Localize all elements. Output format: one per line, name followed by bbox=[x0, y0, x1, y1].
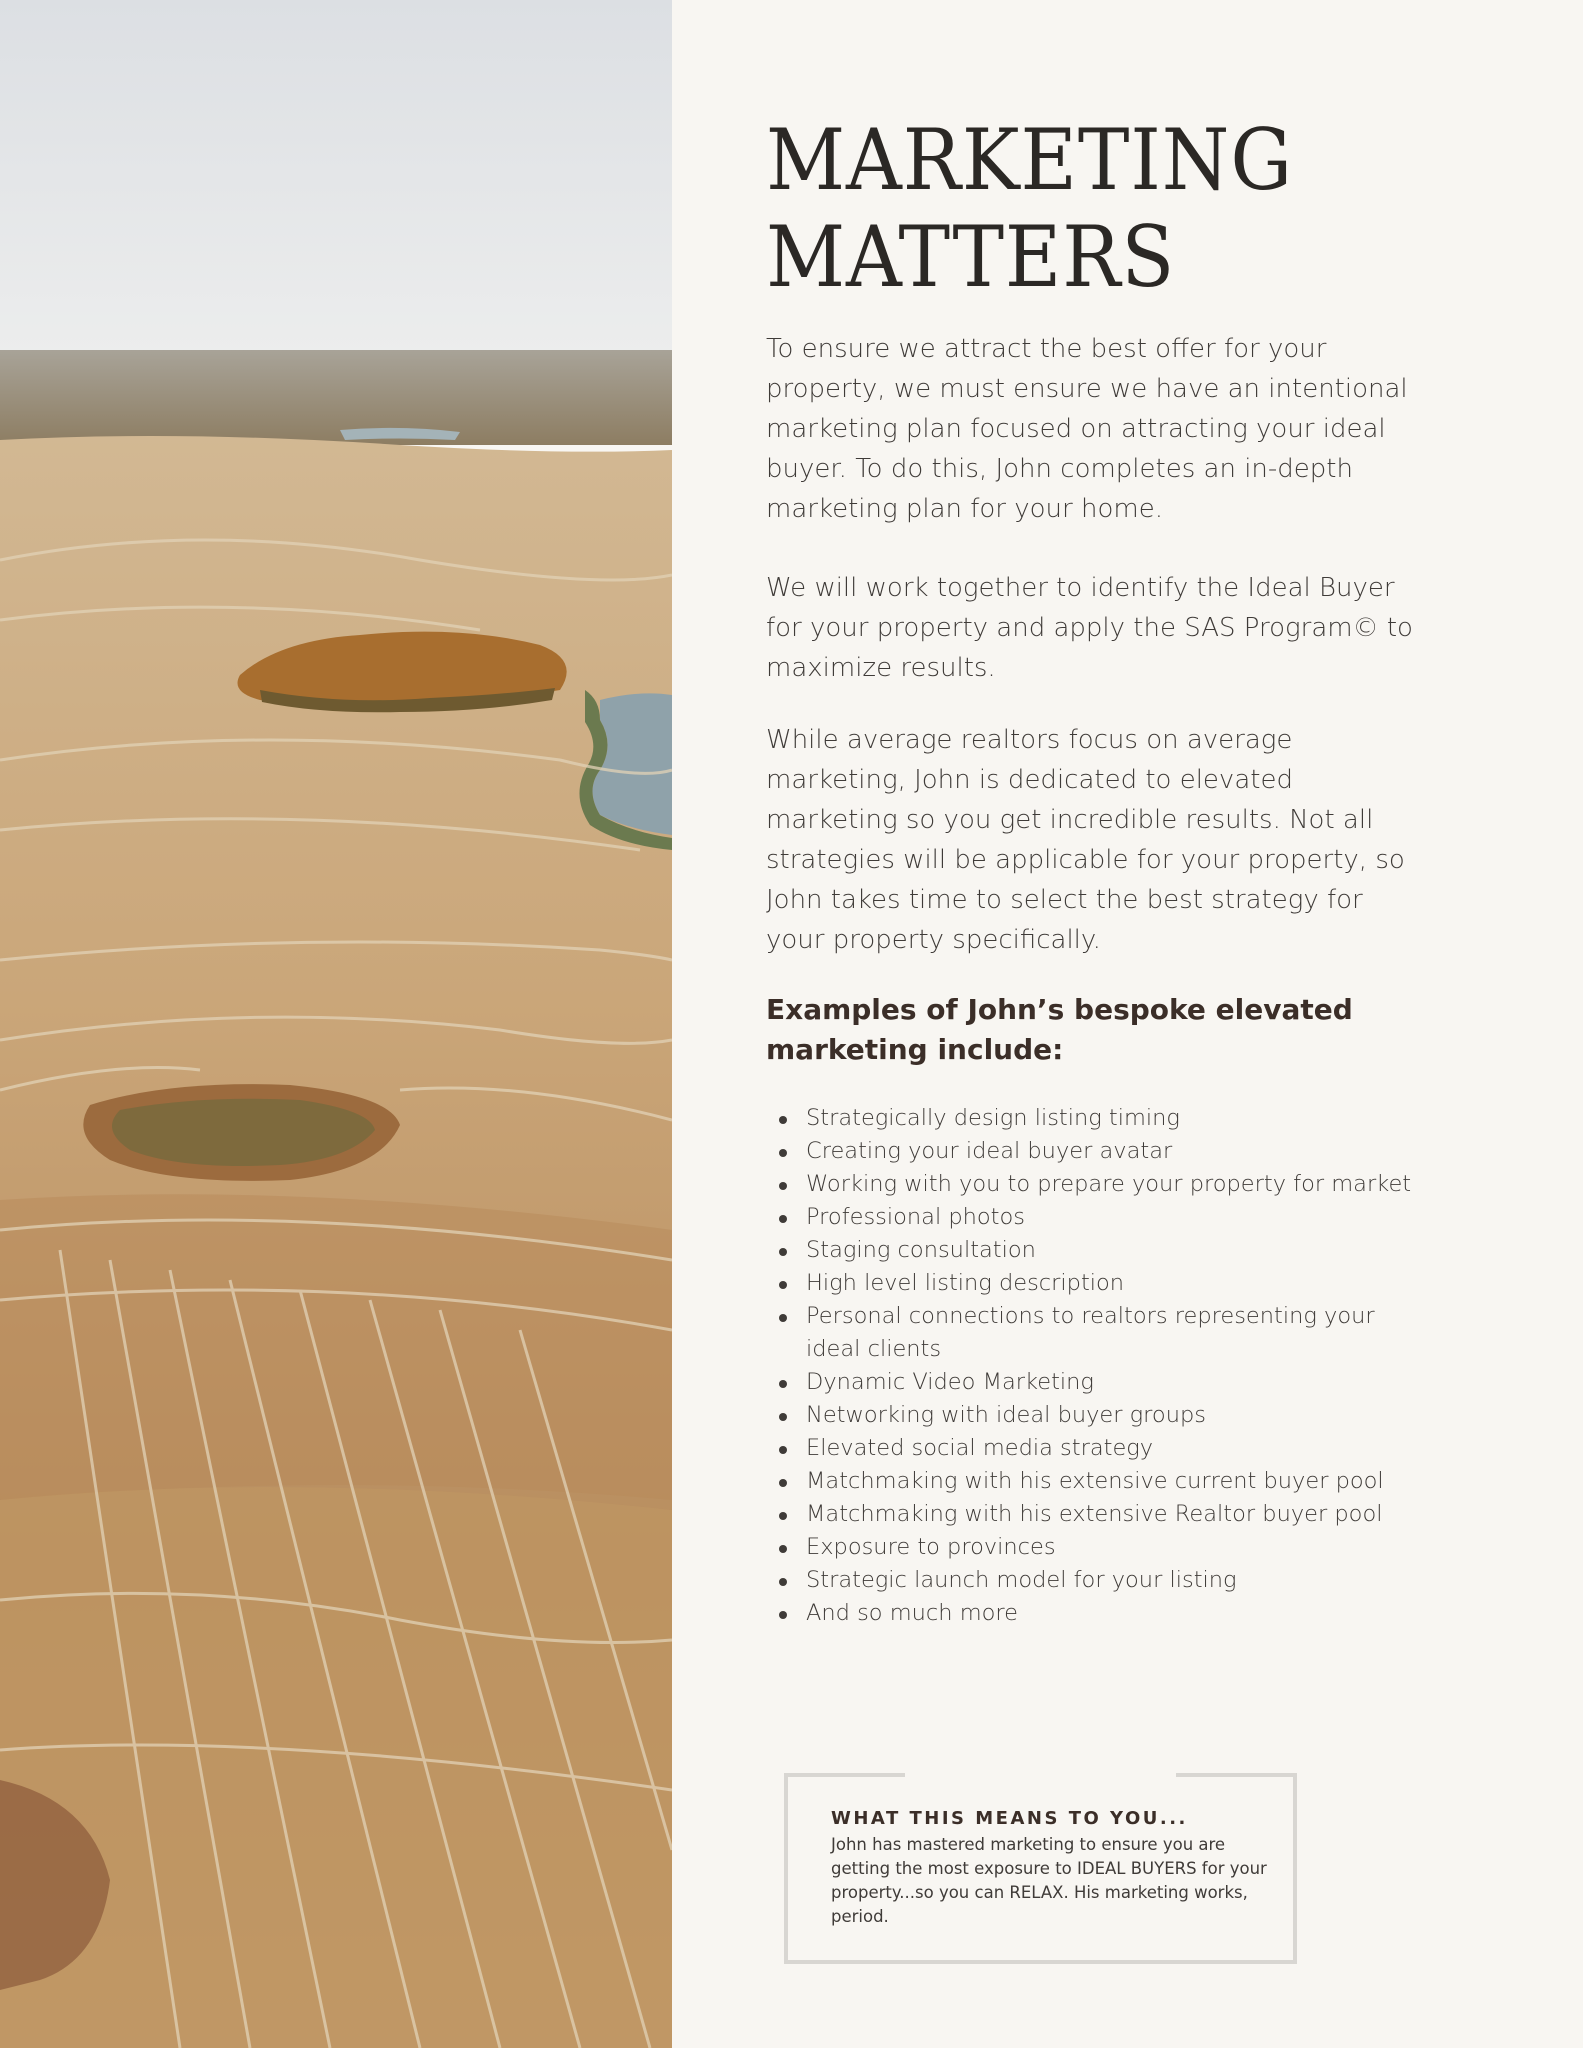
bullet-dot-icon bbox=[779, 1314, 787, 1322]
callout-title: WHAT THIS MEANS TO YOU... bbox=[831, 1808, 1188, 1829]
list-item-text: Dynamic Video Marketing bbox=[806, 1369, 1094, 1395]
field-shadow-band bbox=[0, 1194, 672, 1500]
list-item-text: Networking with ideal buyer groups bbox=[806, 1402, 1206, 1428]
list-item bbox=[766, 1201, 1426, 1234]
bullet-dot-icon bbox=[779, 1116, 787, 1124]
aerial-field-photo bbox=[0, 0, 672, 2048]
list-item bbox=[766, 1597, 1426, 1630]
main-content bbox=[766, 112, 1426, 1630]
title-line-2: MATTERS bbox=[766, 208, 1176, 306]
list-item-text: Strategically design listing timing bbox=[806, 1105, 1180, 1131]
list-item-text: Matchmaking with his extensive current buyer pool bbox=[806, 1468, 1384, 1494]
horizon-band bbox=[0, 350, 672, 445]
bullet-dot-icon bbox=[779, 1545, 787, 1553]
bullet-dot-icon bbox=[779, 1248, 787, 1256]
list-item-text: Creating your ideal buyer avatar bbox=[806, 1138, 1173, 1164]
list-item-text: Staging consultation bbox=[806, 1237, 1036, 1263]
bullet-dot-icon bbox=[779, 1611, 787, 1619]
bullet-dot-icon bbox=[779, 1182, 787, 1190]
marketing-examples-list bbox=[766, 1102, 1426, 1630]
list-item-text: Strategic launch model for your listing bbox=[806, 1567, 1237, 1593]
list-item bbox=[766, 1102, 1426, 1135]
list-item bbox=[766, 1234, 1426, 1267]
list-item bbox=[766, 1432, 1426, 1465]
bullet-dot-icon bbox=[779, 1578, 787, 1586]
sky bbox=[0, 0, 672, 355]
pond bbox=[593, 693, 673, 835]
list-item-text: Professional photos bbox=[806, 1204, 1025, 1230]
bullet-dot-icon bbox=[779, 1512, 787, 1520]
list-item bbox=[766, 1267, 1426, 1300]
list-item-text: Elevated social media strategy bbox=[806, 1435, 1154, 1461]
list-item bbox=[766, 1564, 1426, 1597]
bullet-dot-icon bbox=[779, 1380, 787, 1388]
callout-border-left-segment bbox=[784, 1773, 905, 1777]
list-item-text: Matchmaking with his extensive Realtor buyer pool bbox=[806, 1501, 1383, 1527]
examples-subheading: Examples of John’s bespoke elevated marketing include: bbox=[766, 993, 1353, 1066]
list-item bbox=[766, 1498, 1426, 1531]
callout-box bbox=[784, 1773, 1297, 1964]
list-item-text: Working with you to prepare your property for market bbox=[806, 1171, 1412, 1197]
elevated-marketing-paragraph: While average realtors focus on average marketing, John is dedicated to elevated marketing so you get incredible results. Not all strategies will be applicable for your property, so John takes time to select the best strategy for your property specifically. bbox=[766, 725, 1405, 955]
list-item-text: Personal connections to realtors representing your ideal clients bbox=[806, 1303, 1375, 1362]
bullet-dot-icon bbox=[779, 1281, 787, 1289]
list-item bbox=[766, 1465, 1426, 1498]
list-item bbox=[766, 1399, 1426, 1432]
list-item-text: And so much more bbox=[806, 1600, 1018, 1626]
list-item-text: High level listing description bbox=[806, 1270, 1125, 1296]
bullet-dot-icon bbox=[779, 1446, 787, 1454]
page-title bbox=[766, 112, 1373, 306]
list-item bbox=[766, 1168, 1426, 1201]
list-item bbox=[766, 1300, 1426, 1366]
title-line-1: MARKETING bbox=[766, 111, 1293, 209]
callout-body: John has mastered marketing to ensure you are getting the most exposure to IDEAL BUYERS for your property...so you can RELAX. His marketing works, period. bbox=[831, 1835, 1267, 1926]
bullet-dot-icon bbox=[779, 1413, 787, 1421]
ideal-buyer-paragraph: We will work together to identify the Ideal Buyer for your property and apply the SAS Program© to maximize results. bbox=[766, 573, 1413, 683]
list-item-text: Exposure to provinces bbox=[806, 1534, 1056, 1560]
intro-paragraph: To ensure we attract the best offer for your property, we must ensure we have an intentional marketing plan focused on attracting your ideal buyer. To do this, John completes an in-depth marketing plan for your home. bbox=[766, 334, 1408, 524]
aerial-field-illustration bbox=[0, 0, 672, 2048]
list-item bbox=[766, 1366, 1426, 1399]
bullet-dot-icon bbox=[779, 1215, 787, 1223]
list-item bbox=[766, 1531, 1426, 1564]
bullet-dot-icon bbox=[779, 1479, 787, 1487]
bullet-dot-icon bbox=[779, 1149, 787, 1157]
list-item bbox=[766, 1135, 1426, 1168]
callout-border-right-segment bbox=[1176, 1773, 1297, 1777]
